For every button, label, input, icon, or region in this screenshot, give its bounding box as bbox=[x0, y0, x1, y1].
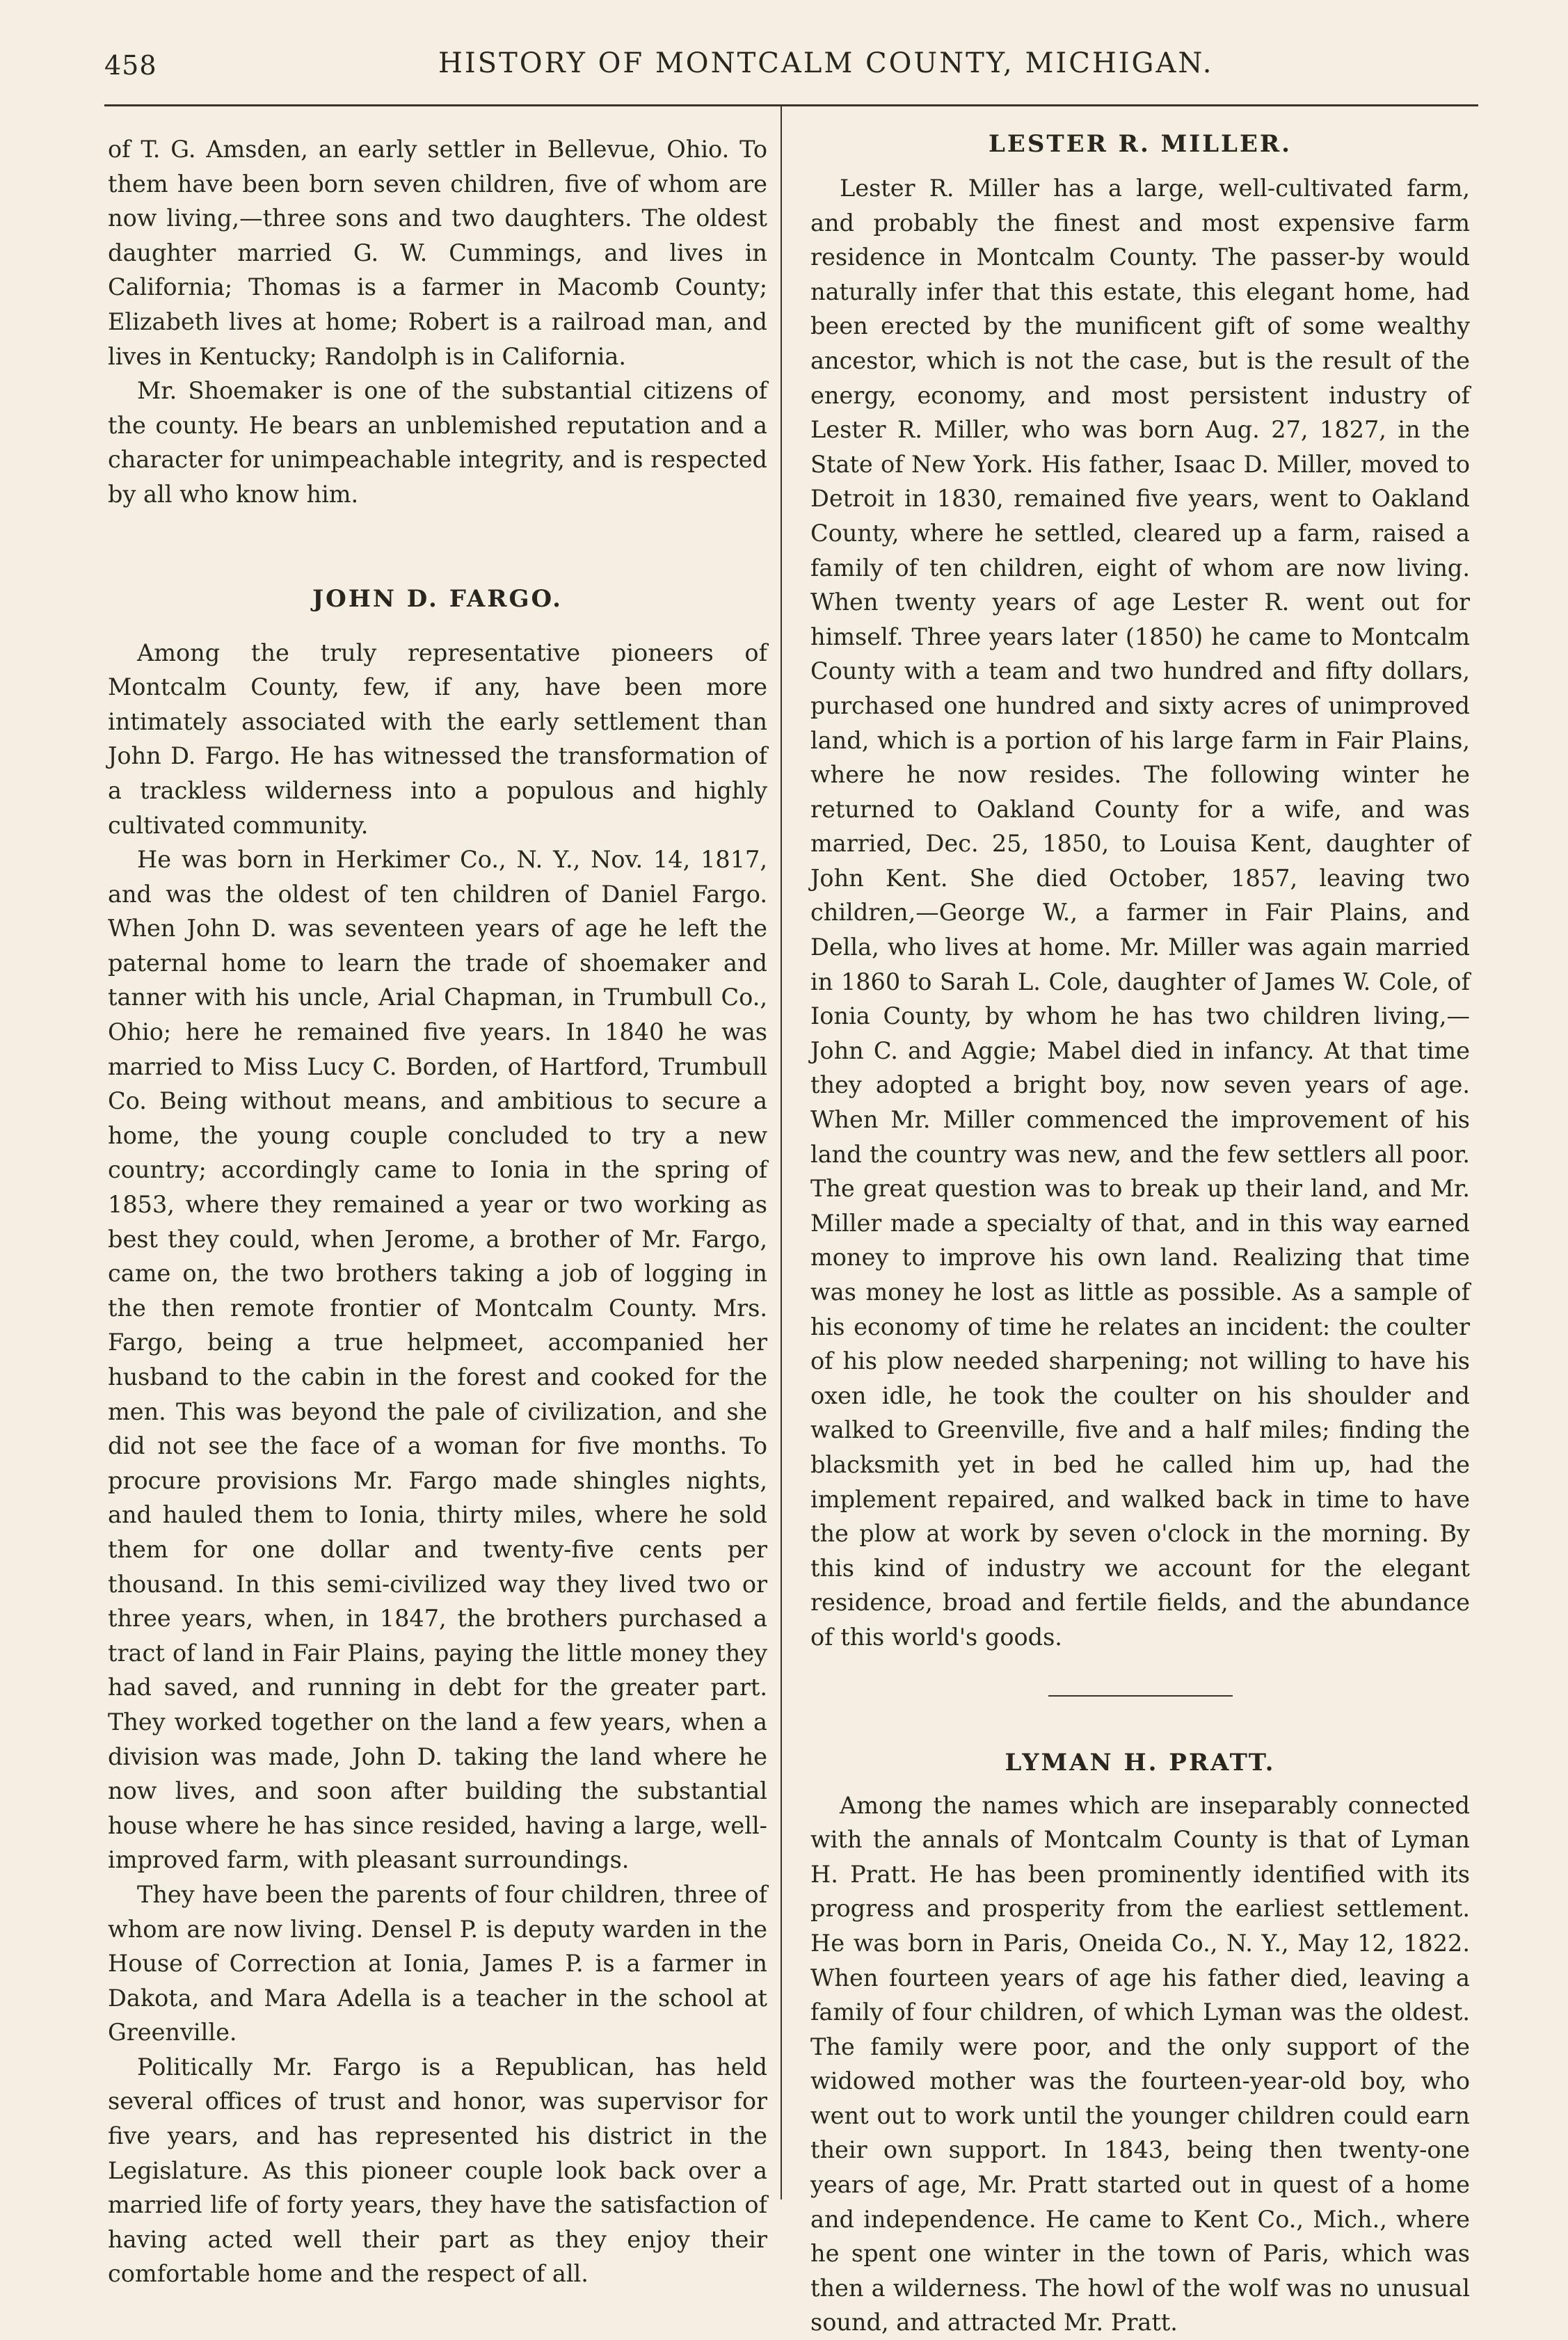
section-heading-fargo: JOHN D. FARGO. bbox=[312, 584, 563, 613]
section-heading-pratt: LYMAN H. PRATT. bbox=[1005, 1748, 1276, 1777]
column-divider bbox=[781, 106, 782, 2199]
paragraph: They have been the parents of four children, three of whom are now living. Densel P. is deputy warden in the House of Correction at Ionia, James P. is a farmer in Dakota, and Mara Adella is a teacher in the school at Greenville. bbox=[108, 1880, 767, 2046]
paragraph: Politically Mr. Fargo is a Republican, has held several offices of trust and honor, was supervisor for five years, and has represented his district in the Legislature. As this pioneer couple look back over a married life of forty years, they have the satisfaction of having acted well their part as they enjoy their comfortable home and the respect of all. bbox=[108, 2053, 767, 2288]
paragraph: Among the truly representative pioneers of Montcalm County, few, if any, have been more intimately associated with the early settlement than John D. Fargo. He has witnessed the transformation of a trackless wilderness into a populous and highly cultivated community. bbox=[108, 639, 767, 839]
header-rule bbox=[104, 104, 1478, 106]
section-separator bbox=[1048, 1695, 1233, 1697]
paragraph: of T. G. Amsden, an early settler in Bellevue, Ohio. To them have been born seven children, five of whom are now living,—three sons and two daughters. The oldest daughter married G. W. Cummings, and lives in California; Thomas is a farmer in Macomb County; Elizabeth lives at home; Robert is a railroad man, and lives in Kentucky; Randolph is in California. bbox=[108, 136, 767, 370]
running-title: HISTORY OF MONTCALM COUNTY, MICHIGAN. bbox=[438, 47, 1214, 79]
section-heading-miller: LESTER R. MILLER. bbox=[989, 130, 1292, 158]
paragraph: Lester R. Miller has a large, well-cultivated farm, and probably the finest and most expensive farm residence in Montcalm County. The passer-by would naturally infer that this estate, this elegant home, had been erected by the munificent gift of some wealthy ancestor, which is not the case, but is the result of the energy, economy, and most persistent industry of Lester R. Miller, who was born Aug. 27, 1827, in the State of New York. His father, Isaac D. Miller, moved to Detroit in 1830, remained five years, went to Oakland County, where he settled, cleared up a farm, raised a family of ten children, eight of whom are now living. When twenty years of age Lester R. went out for himself. Three years later (1850) he came to Montcalm County with a team and two hundred and fifty dollars, purchased one hundred and sixty acres of unimproved land, which is a portion of his large farm in Fair Plains, where he now resides. The following winter he returned to Oakland County for a wife, and was married, Dec. 25, 1850, to Louisa Kent, daughter of John Kent. She died October, 1857, leaving two children,—George W., a farmer in Fair Plains, and Della, who lives at home. Mr. Miller was again married in 1860 to Sarah L. Cole, daughter of James W. Cole, of Ionia County, by whom he has two children living,—John C. and Aggie; Mabel died in infancy. At that time they adopted a bright boy, now seven years of age. When Mr. Miller commenced the improvement of his land the country was new, and the few settlers all poor. The great question was to break up their land, and Mr. Miller made a specialty of that, and in this way earned money to improve his own land. Realizing that time was money he lost as little as possible. As a sample of his economy of time he relates an incident: the coulter of his plow needed sharpening; not willing to have his oxen idle, he took the coulter on his shoulder and walked to Greenville, five and a half miles; finding the blacksmith yet in bed he called him up, had the implement repaired, and walked back in time to have the plow at work by seven o'clock in the morning. By this kind of industry we account for the elegant residence, broad and fertile fields, and the abundance of this world's goods. bbox=[810, 175, 1470, 1651]
right-column bbox=[810, 127, 1470, 2340]
page-header bbox=[104, 45, 1478, 93]
page-number: 458 bbox=[104, 50, 157, 81]
paragraph: He was born in Herkimer Co., N. Y., Nov. 14, 1817, and was the oldest of ten children of Daniel Fargo. When John D. was seventeen years of age he left the paternal home to learn the trade of shoemaker and tanner with his uncle, Arial Chapman, in Trumbull Co., Ohio; here he remained five years. In 1840 he was married to Miss Lucy C. Borden, of Hartford, Trumbull Co. Being without means, and ambitious to secure a home, the young couple concluded to try a new country; accordingly came to Ionia in the spring of 1853, where they remained a year or two working as best they could, when Jerome, a brother of Mr. Fargo, came on, the two brothers taking a job of logging in the then remote frontier of Montcalm County. Mrs. Fargo, being a true helpmeet, accompanied her husband to the cabin in the forest and cooked for the men. This was beyond the pale of civilization, and she did not see the face of a woman for five months. To procure provisions Mr. Fargo made shingles nights, and hauled them to Ionia, thirty miles, where he sold them for one dollar and twenty-five cents per thousand. In this semi-civilized way they lived two or three years, when, in 1847, the brothers purchased a tract of land in Fair Plains, paying the little money they had saved, and running in debt for the greater part. They worked together on the land a few years, when a division was made, John D. taking the land where he now lives, and soon after building the substantial house where he has since resided, having a large, well-improved farm, with pleasant surroundings. bbox=[108, 846, 767, 1874]
paragraph: Mr. Shoemaker is one of the substantial citizens of the county. He bears an unblemished reputation and a character for unimpeachable integrity, and is respected by all who know him. bbox=[108, 377, 767, 508]
left-column bbox=[108, 132, 767, 2291]
paragraph: Among the names which are inseparably connected with the annals of Montcalm County is that of Lyman H. Pratt. He has been prominently identified with its progress and prosperity from the earliest settlement. He was born in Paris, Oneida Co., N. Y., May 12, 1822. When fourteen years of age his father died, leaving a family of four children, of which Lyman was the oldest. The family were poor, and the only support of the widowed mother was the fourteen-year-old boy, who went out to work until the younger children could earn their own support. In 1843, being then twenty-one years of age, Mr. Pratt started out in quest of a home and independence. He came to Kent Co., Mich., where he spent one winter in the town of Paris, which was then a wilderness. The howl of the wolf was no unusual sound, and attracted Mr. Pratt. bbox=[810, 1791, 1470, 2337]
